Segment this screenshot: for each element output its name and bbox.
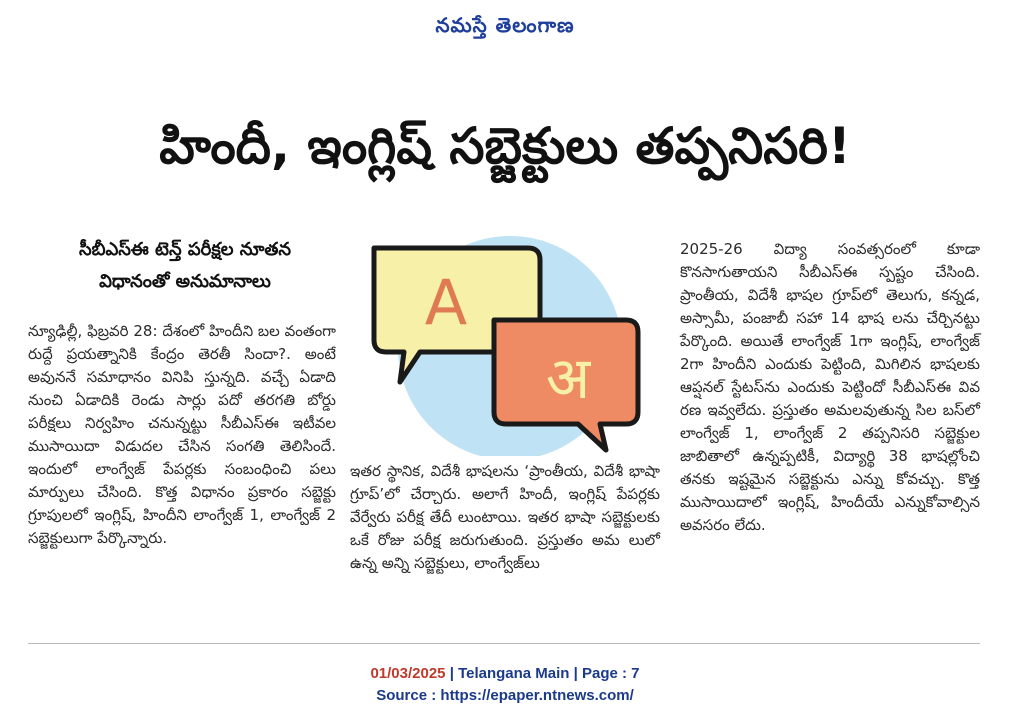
letter-hindi-a-icon: अ bbox=[545, 344, 591, 412]
language-speech-bubbles-illustration bbox=[360, 236, 650, 456]
article-subhead-line1: సీబీఎస్ఈ టెన్త్ పరీక్షల నూతన bbox=[78, 239, 292, 260]
footer-date: 01/03/2025 bbox=[370, 665, 446, 682]
footer-divider bbox=[28, 643, 980, 644]
letter-a-icon: A bbox=[424, 266, 468, 339]
column-2-text: ఇతర స్థానిక, విదేశీ భాషలను ‘ప్రాంతీయ, విదేశీ భాషా గ్రూప్’లో చేర్చారు. అలాగే హిందీ, ఇంగ్లిష్ పేపర్లకు వేర్వేరు పరీక్ష తేదీ లుంటాయి. ఇతర భాషా సబ్జెక్టులకు ఒకే రోజు పరీక్ష జరుగుతుంది. ప్రస్తుతం అమ లులో ఉన్న అన్ని సబ్జెక్టులు, లాంగ్వేజ్‌లు bbox=[350, 462, 660, 572]
column-3-text: 2025-26 విద్యా సంవత్సరంలో కూడా కొనసాగుతాయని సీబీఎస్ఈ స్పష్టం చేసింది. ప్రాంతీయ, విదేశీ భాషల గ్రూప్‌లో తెలుగు, కన్నడ, అస్సామీ, పంజాబీ సహా 14 భాష లను చేర్చినట్టు పేర్కొంది. అయితే లాంగ్వేజ్ 1గా ఇంగ్లిష్, లాంగ్వేజ్ 2గా హిందీని ఎందుకు పెట్టింది, మిగిలిన భాషలకు ఆప్షనల్ స్టేటస్‌ను ఎందుకు పెట్టిందో సీబీఎస్ఈ వివ రణ ఇవ్వలేదు. ప్రస్తుతం అమలవుతున్న సిల బస్‌లో లాంగ్వేజ్ 1, లాంగ్వేజ్ 2 తప్పనిసరి సబ్జెక్టుల జాబితాలో ఉన్నప్పటికీ, విద్యార్థి 38 భాషల్లోంచి తనకు ఇష్టమైన సబ్జెక్టును ఎన్ను కోవచ్చు. కొత్త ముసాయిదాలో ఇంగ్లిష్, హిందీయే ఎన్నుకోవాల్సిన అవసరం లేదు. bbox=[680, 240, 980, 534]
footer-edition: | Telangana Main | Page : 7 bbox=[445, 665, 640, 682]
footer-edition-line bbox=[0, 664, 1010, 684]
article-subhead-line2: విధానంతో అనుమానాలు bbox=[99, 271, 271, 292]
footer-source: Source : https://epaper.ntnews.com/ bbox=[376, 687, 634, 704]
column-1-text: న్యూఢిల్లీ, ఫిబ్రవరి 28: దేశంలో హిందీని బల వంతంగా రుద్దే ప్రయత్నానికి కేంద్రం తెరతీ సిందా?. అంటే అవుననే సమాధానం వినిపి స్తున్నది. వచ్చే ఏడాది నుంచి ఏడాదికి రెండు సార్లు పదో తరగతి బోర్డు పరీక్షలు నిర్వహిం చనున్నట్టు సీబీఎస్ఈ ఇటీవల ముసాయిదా విడుదల చేసిన సంగతి తెలిసిందే. ఇందులో లాంగ్వేజ్ పేపర్లకు సంబంధించి పలు మార్పులు చేసింది. కొత్త విధానం ప్రకారం సబ్జెక్టు గ్రూపులలో ఇంగ్లిష్, హిందీని లాంగ్వేజ్ 1, లాంగ్వేజ్ 2 సబ్జెక్టులుగా పేర్కొన్నారు. bbox=[28, 322, 336, 547]
article-headline: హిందీ, ఇంగ్లిష్ సబ్జెక్టులు తప్పనిసరి! bbox=[159, 117, 851, 175]
article-column-2 bbox=[350, 460, 660, 575]
article-column-1 bbox=[28, 320, 336, 550]
newspaper-masthead: నమస్తే తెలంగాణ bbox=[435, 13, 575, 37]
article-column-3 bbox=[680, 238, 980, 537]
